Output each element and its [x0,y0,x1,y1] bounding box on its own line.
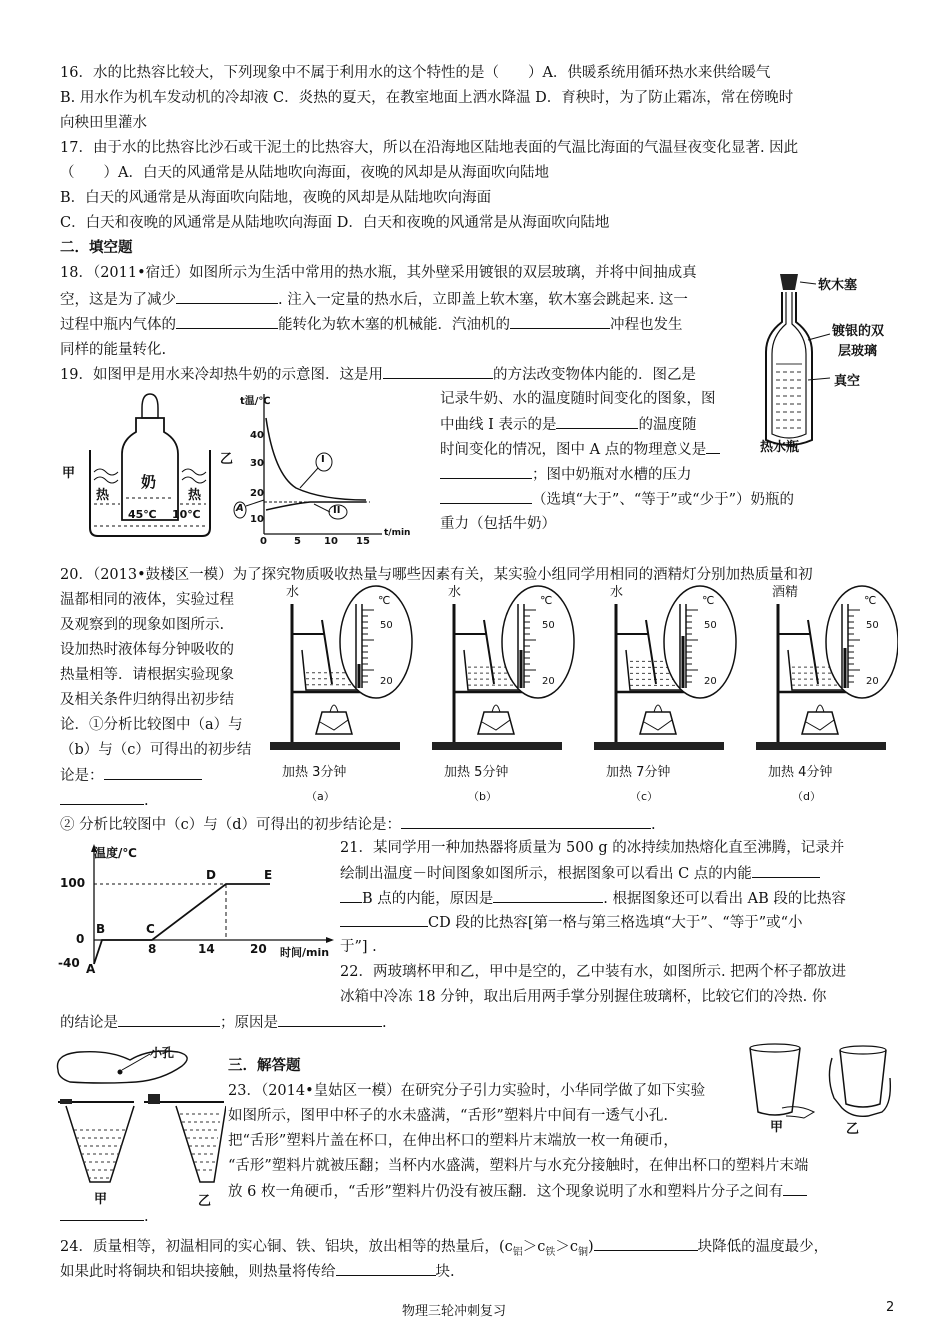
thermo-20: 20 [542,676,555,687]
silver-glass-label-2: 层玻璃 [838,344,878,359]
section-answer: 三．解答题 [228,1058,301,1074]
hole-label: 小孔 [150,1046,175,1060]
footer-title: 物理三轮冲刺复习 [402,1304,507,1319]
q16-line2: B. 用水作为机车发动机的冷却液 C．炎热的夏天，在教室地面上洒水降温 D．育秧时，为了防止霜冻，常在傍晚时 [60,90,794,106]
thermo-unit: ℃ [540,594,553,607]
q24-text: 块. [435,1264,455,1280]
answer-blank[interactable] [556,414,638,429]
answer-blank[interactable] [104,765,202,780]
answer-blank[interactable] [752,863,820,878]
q18-text: . 注入一定量的热水后，立即盖上软木塞，软木塞会跳起来. 这一 [278,292,688,308]
thermo-unit: ℃ [702,594,715,607]
q21-line5: 于”] . [340,939,377,955]
curve-ii-label: II [333,505,341,516]
q20-line9 [60,765,202,786]
q23-line6: . [60,1206,149,1227]
curve-i-label: I [321,454,325,465]
answer-blank[interactable] [440,489,532,504]
answer-blank[interactable] [340,912,428,927]
q23-text: 放 6 枚一角硬币，“舌形”塑料片仍没有被压翻．这个现象说明了水和塑料片分子之间有 [228,1184,784,1200]
q22-line1: 22．两玻璃杯甲和乙，甲中是空的，乙中装有水，如图所示. 把两个杯子都放进 [340,964,847,980]
q22-text: ；原因是 [220,1015,278,1031]
thermo-20: 20 [866,676,879,687]
q19-line3 [440,414,696,435]
answer-blank[interactable] [278,1012,382,1027]
heating-setup [432,586,574,750]
thermo-50: 50 [704,620,717,631]
q20-line2: 温都相同的液体，实验过程 [60,592,234,608]
ytick-minus40: -40 [58,956,80,970]
q20-line5: 热量相等．请根据实验现象 [60,667,234,683]
thermo-20: 20 [704,676,717,687]
xtick-5: 5 [294,536,301,547]
answer-blank[interactable] [493,888,603,903]
q20-line1: 20．（2013•鼓楼区一模）为了探究物质吸收热量与哪些因素有关，某实验小组同学用相同的酒精灯分别加热质量和初 [60,567,813,583]
q19-text: （选填“大于”、“等于”或“少于”）奶瓶的 [532,492,794,508]
answer-blank[interactable] [706,439,720,454]
q17-line3: B．白天的风通常是从海面吹向陆地，夜晚的风却是从陆地吹向海面 [60,190,492,206]
answer-blank[interactable] [401,814,651,829]
q19-text: 19．如图甲是用水来冷却热牛奶的示意图．这是用 [60,367,383,383]
heat-label-left: 热 [96,488,110,503]
q21-text: B 点的内能，原因是 [362,891,494,907]
q24-text: ＞c [555,1239,578,1255]
heat-label-right: 热 [188,488,202,503]
q19-line4 [440,439,720,460]
thermo-50: 50 [542,620,555,631]
q17-line4: C．白天和夜晚的风通常是从陆地吹向海面 D．白天和夜晚的风通常是从海面吹向陆地 [60,215,610,231]
ytick-10: 10 [250,514,264,525]
q22-line2: 冰箱中冷冻 18 分钟，取出后用两手掌分别握住玻璃杯，比较它们的冷热. 你 [340,989,827,1005]
xtick-20: 20 [250,942,267,956]
q18-text: 空，这是为了减少 [60,292,176,308]
graph-ylabel: 温度/℃ [94,846,137,860]
vacuum-label: 真空 [834,374,861,389]
answer-blank[interactable] [440,464,532,479]
xtick-8: 8 [148,942,157,956]
fig23-yi-label: 乙 [198,1194,212,1209]
q20-line4: 设加热时液体每分钟吸收的 [60,642,234,658]
q22-line3: 的结论是 ；原因是 . [60,1012,387,1033]
q20-line7: 论．①分析比较图中（a）与 [60,717,243,733]
q20-line8: （b）与（c）可得出的初步结 [60,742,252,758]
q24-line2 [60,1261,455,1282]
milk-temp-label: 45℃ [128,508,157,521]
stopper-label: 软木塞 [818,278,858,293]
setup-tag-label: （a） [306,790,335,803]
answer-blank[interactable] [176,289,278,304]
q19-line7: 重力（包括牛奶） [440,516,556,532]
ytick-30: 30 [250,458,264,469]
q19-text: 的温度随 [638,417,697,433]
milk-label: 奶 [141,473,157,491]
ytick-20: 20 [250,488,264,499]
ytick-40: 40 [250,430,264,441]
q20-text: 论是： [60,768,104,784]
q24-text: 如果此时将铜块和铝块接触，则热量将传给 [60,1264,336,1280]
point-b: B [96,922,106,936]
q24-line1 [60,1236,828,1263]
setup-tag-label: （c） [630,790,659,803]
liquid-label: 水 [448,585,462,600]
point-a-label: A [236,503,244,514]
q16-line3: 向秧田里灌水 [60,115,147,131]
water-temp-label: 10℃ [172,508,201,521]
q19-line1 [60,364,696,385]
q19-line2: 记录牛奶、水的温度随时间变化的图象，图 [440,391,716,407]
thermos-caption: 热水瓶 [760,440,800,455]
heating-setup [270,586,412,750]
answer-blank[interactable] [594,1236,698,1251]
answer-blank[interactable] [336,1261,436,1276]
point-a: A [86,962,96,976]
answer-blank[interactable] [340,888,362,903]
q18-line1: 18．（2011•宿迁）如图所示为生活中常用的热水瓶，其外壁采用镀银的双层玻璃，并将中间抽成真 [60,265,697,281]
cup-jia-label: 甲 [770,1120,784,1135]
cup-yi-label: 乙 [846,1122,860,1137]
setup-tag-label: （b） [468,790,497,803]
cork-stopper-shape [780,274,798,290]
fig-jia-label: 甲 [62,466,76,481]
q21-line2 [340,863,820,884]
answer-blank[interactable] [60,790,144,805]
answer-blank[interactable] [510,314,610,329]
graph-xlabel: t/min [384,528,411,538]
thermo-50: 50 [866,620,879,631]
heating-setup [594,586,736,750]
q21-line4 [340,912,803,933]
q24-text: 24．质量相等，初温相同的实心铜、铁、铝块，放出相等的热量后，(c [60,1239,513,1255]
q17-line1: 17．由于水的比热容比沙石或干泥土的比热容大，所以在沿海地区陆地表面的气温比海面的气温昼夜变化显著. 因此 [60,140,799,156]
graph-xlabel: 时间/min [280,946,330,959]
q21-text: 绘制出温度－时间图象如图所示，根据图象可以看出 C 点的内能 [340,866,752,882]
thermo-unit: ℃ [864,594,877,607]
thermo-50: 50 [380,620,393,631]
q24-text: ) [587,1239,594,1255]
answer-blank[interactable] [118,1012,220,1027]
answer-blank[interactable] [176,314,278,329]
xtick-0: 0 [260,536,267,547]
q23-line4: “舌形”塑料片就被压翻；当杯内水盛满，塑料片与水充分接触时，在伸出杯口的塑料片末端 [228,1158,809,1174]
q20-line3: 及观察到的现象如图所示. [60,617,225,633]
point-c: C [146,922,155,936]
tongue-plastic-figure [50,1044,226,1210]
q19-text: 的方法改变物体内能的．图乙是 [492,367,696,383]
thermos-figure [758,262,938,454]
q18-line2 [60,289,688,310]
q21-text: CD 段的比热容[第一格与第三格选填“大于”、“等于”或“小 [428,915,803,931]
q23-line2: 如图所示，图甲中杯子的水未盛满，“舌形”塑料片中间有一透气小孔. [228,1108,668,1124]
q18-text: 冲程也发生 [610,317,683,333]
q23-line5 [228,1181,807,1202]
q18-text: 能转化为软木塞的机械能．汽油机的 [278,317,510,333]
answer-blank[interactable] [783,1181,807,1196]
q22-text: 的结论是 [60,1015,118,1031]
fig-yi-label: 乙 [220,452,234,467]
liquid-label: 水 [286,585,300,600]
setup-tag-label: （d） [792,790,821,803]
q24-sub: 铜 [577,1246,588,1258]
point-e: E [264,868,273,882]
q19-text: 时间变化的情况，图中 A 点的物理意义是 [440,442,707,458]
xtick-14: 14 [198,942,215,956]
ice-heating-graph [56,840,336,980]
thermo-unit: ℃ [378,594,391,607]
q20-line10: . [60,790,149,811]
q16-line1: 16．水的比热容比较大，下列现象中不属于利用水的这个特性的是（ ）A．供暖系统用循环热水来供给暖气 [60,65,771,81]
heating-time-label: 加热 4分钟 [768,765,833,780]
q18-line4: 同样的能量转化. [60,342,167,358]
q23-line1: 23．（2014•皇姑区一模）在研究分子引力实验时，小华同学做了如下实验 [228,1083,706,1099]
ytick-0: 0 [76,932,85,946]
heating-setup [756,586,898,750]
thermo-20: 20 [380,676,393,687]
heating-time-label: 加热 5分钟 [444,765,509,780]
q21-text: . 根据图象还可以看出 AB 段的比热容 [603,891,846,907]
graph-ylabel: t温/℃ [240,396,271,407]
xtick-10: 10 [324,536,338,547]
q24-text: 块降低的温度最少， [697,1239,829,1255]
q24-text: ＞c [522,1239,546,1255]
heating-experiments-figure [262,584,898,810]
section-fill-in: 二．填空题 [60,240,133,256]
q20-text: ② 分析比较图中（c）与（d）可得出的初步结论是： [60,817,402,833]
point-d: D [206,868,216,882]
q21-line3 [340,888,846,909]
fig23-jia-label: 甲 [94,1192,108,1207]
milk-cooling-figure [60,388,440,548]
q23-line3: 把“舌形”塑料片盖在杯口，在伸出杯口的塑料片末端放一枚一角硬币， [228,1133,678,1149]
heating-time-label: 加热 3分钟 [282,765,347,780]
silver-glass-label-1: 镀银的双 [832,324,885,339]
q19-text: 中曲线 I 表示的是 [440,417,557,433]
xtick-15: 15 [356,536,370,547]
ytick-100: 100 [60,876,86,890]
liquid-label: 水 [610,585,624,600]
q21-line1: 21．某同学用一种加热器将质量为 500 g 的冰持续加热熔化直至沸腾，记录并 [340,840,845,856]
q24-sub: 铝 [512,1246,523,1258]
q19-line5 [440,464,692,485]
q24-sub: 铁 [545,1246,556,1258]
liquid-label: 酒精 [772,585,799,600]
heating-time-label: 加热 7分钟 [606,765,671,780]
q20-line11: ② 分析比较图中（c）与（d）可得出的初步结论是： . [60,814,656,835]
q17-line2: （ ）A．白天的风通常是从陆地吹向海面，夜晚的风却是从海面吹向陆地 [60,165,549,181]
q19-text: ；图中奶瓶对水槽的压力 [532,467,692,483]
q18-text: 过程中瓶内气体的 [60,317,176,333]
q20-line6: 及相关条件归纳得出初步结 [60,692,234,708]
answer-blank[interactable] [383,364,493,379]
page-number: 2 [886,1300,895,1315]
q19-line6 [440,489,794,510]
q18-line3 [60,314,683,335]
glass-cups-figure [742,1038,902,1138]
